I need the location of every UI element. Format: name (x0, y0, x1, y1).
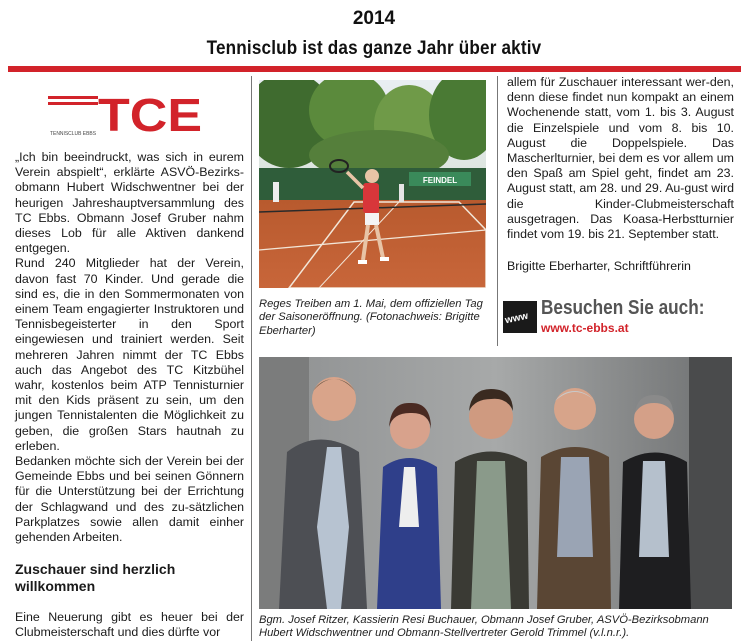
visit-banner (503, 299, 735, 339)
www-badge (503, 301, 537, 333)
column-divider-left (251, 76, 252, 641)
logo-small-text: TENNISCLUB EBBS (50, 131, 97, 137)
column-three-text (507, 75, 734, 242)
www-badge-text: www (504, 310, 530, 327)
subheading: Zuschauer sind herzlich willkommen (15, 561, 176, 594)
paragraph: Bedanken möchte sich der Verein bei der Gemeinde Ebbs und bei seinen Gönnern für die Unterstützung bei der Errichtung der Schlagwand und des zu-sätzlichen Parkplatzes sowie allen damit einher gehenden Arbeiten. (15, 454, 244, 545)
logo-big-text: TCE (98, 93, 202, 137)
column-one-continuation (15, 610, 244, 640)
paragraph: Eine Neuerung gibt es heuer bei der Clubmeisterschaft und dies dürfte vor (15, 610, 244, 640)
column-one-text (15, 150, 244, 545)
paragraph: Rund 240 Mitglieder hat der Verein, davon fast 70 Kinder. Und gerade die sind es, die in den Sommermonaten von einem Team engagierter Instruktoren und Tennisbegeisterter in den Sport eingewiesen und trainiert werden. Seit mehreren Jahren nimmt der TC Ebbs auch das Angebot des TC Kitzbühel wahr, kostenlos beim ATP Tennisturnier mit den Kids präsent zu sein, um den jungen Tennistalenten die Möglichkeit zu geben, die großen Stars hautnah zu erleben. (15, 256, 244, 453)
photo-caption: Bgm. Josef Ritzer, Kassierin Resi Buchauer, Obmann Josef Gruber, ASVÖ-Bezirksobmann Hubert Widschwentner und Obmann-Stellvertreter Gerold Trimmel (v.l.n.r.). (259, 614, 709, 640)
page-year: 2014 (352, 8, 396, 29)
paragraph: „Ich bin beeindruckt, was sich in eurem Verein abspielt“, erklärte ASVÖ-Bezirks-obmann Hubert Widschwentner bei der heurigen Jahreshauptversammlung des TC Ebbs. Obmann Josef Gruber nahm dieses Lob für alle Aktiven dankend entgegen. (15, 150, 244, 256)
group-photo (259, 357, 732, 609)
article-headline: Tennisclub ist das ganze Jahr über aktiv (206, 38, 542, 59)
red-divider (8, 66, 741, 72)
tce-logo (48, 93, 206, 137)
visit-title: Besuchen Sie auch: (541, 297, 705, 319)
website-link[interactable]: www.tc-ebbs.at (541, 321, 629, 335)
tennis-court-photo (259, 80, 486, 288)
photo-caption: Reges Treiben am 1. Mai, dem offiziellen Tag der Saisoneröffnung. (Fotonachweis: Brigitte Eberharter) (259, 298, 483, 337)
paragraph: allem für Zuschauer interessant wer-den, denn diese findet nun kompakt an einem Wochenende statt, vom 1. bis 3. August die Einzelspiele und vom 8. bis 10. August die Doppelspiele. Das Mascherlturnier, bei dem es vor allem um den Spaß am Spiel geht, findet am 23. August statt, am 28. und 29. Au-gust wird die Kinder-Clubmeisterschaft ausgetragen. Das Koasa-Herbstturnier findet vom 19. bis 21. September statt. (507, 75, 734, 242)
column-divider-right (497, 76, 498, 346)
author-signature: Brigitte Eberharter, Schriftführerin (507, 259, 691, 273)
court-banner-text: FEINDEL (422, 176, 458, 185)
